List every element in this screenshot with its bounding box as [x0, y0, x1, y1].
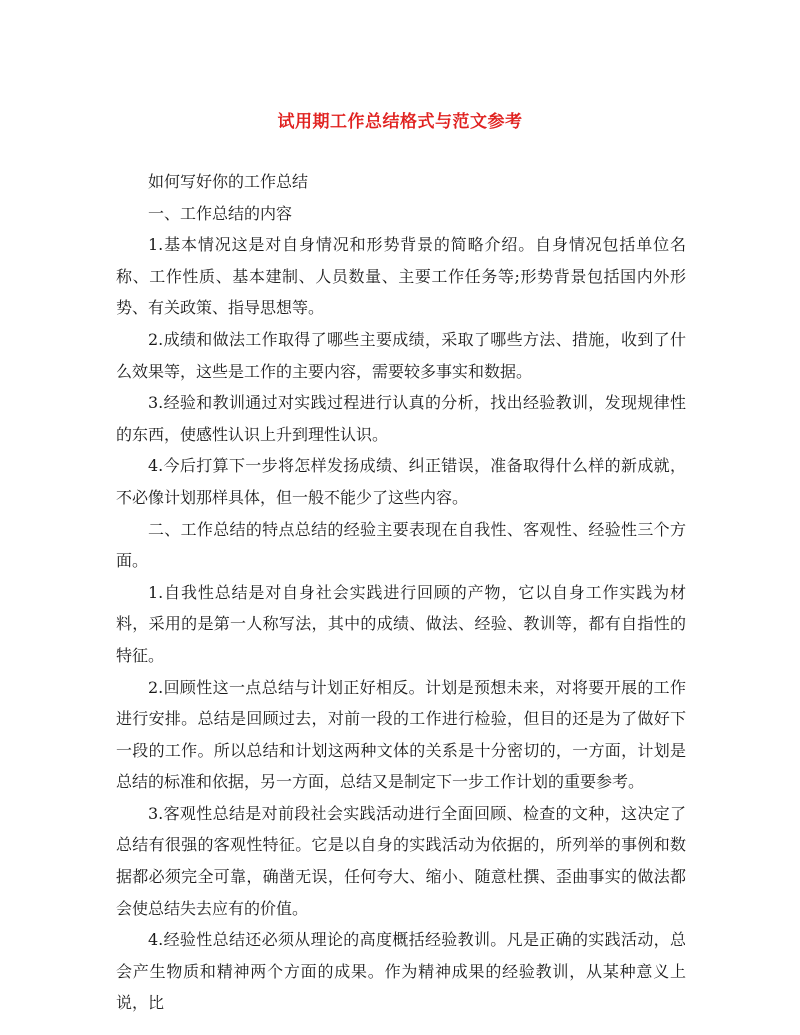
document-title: 试用期工作总结格式与范文参考 — [277, 112, 523, 132]
paragraph-future-plans: 4.今后打算下一步将怎样发扬成绩、纠正错误，准备取得什么样的新成就，不必像计划那样具体，但一般不能少了这些内容。 — [116, 456, 686, 507]
paragraph-experiential: 4.经验性总结还必须从理论的高度概括经验教训。凡是正确的实践活动，总会产生物质和精神两个方面的成果。作为精神成果的经验教训，从某种意义上说，比 — [116, 930, 686, 1013]
section-heading-features: 二、工作总结的特点总结的经验主要表现在自我性、客观性、经验性三个方面。 — [116, 519, 686, 571]
paragraph-self-nature: 1.自我性总结是对自身社会实践进行回顾的产物，它以自身工作实践为材料，采用的是第一人称写法，其中的成绩、做法、经验、教训等，都有自指性的特征。 — [116, 582, 686, 665]
paragraph-basic-situation: 1.基本情况这是对自身情况和形势背景的简略介绍。自身情况包括单位名称、工作性质、基本建制、人员数量、主要工作任务等;形势背景包括国内外形势、有关政策、指导思想等。 — [116, 235, 686, 318]
paragraph-subtitle: 如何写好你的工作总结 — [148, 172, 309, 191]
paragraph-retrospective: 2.回顾性这一点总结与计划正好相反。计划是预想未来，对将要开展的工作进行安排。总结是回顾过去，对前一段的工作进行检验，但目的还是为了做好下一段的工作。所以总结和计划这两种文体的关系是十分密切的，一方面，计划是总结的标准和依据，另一方面，总结又是制定下一步工作计划的重要参考。 — [116, 677, 686, 792]
paragraph-achievements: 2.成绩和做法工作取得了哪些主要成绩，采取了哪些方法、措施，收到了什么效果等，这些是工作的主要内容，需要较多事实和数据。 — [116, 329, 686, 381]
section-heading-content: 一、工作总结的内容 — [148, 203, 293, 223]
paragraph-objectivity: 3.客观性总结是对前段社会实践活动进行全面回顾、检查的文种，这决定了总结有很强的客观性特征。它是以自身的实践活动为依据的，所列举的事例和数据都必须完全可靠，确凿无误，任何夸大、缩小、随意杜撰、歪曲事实的做法都会使总结失去应有的价值。 — [116, 803, 686, 918]
paragraph-experience: 3.经验和教训通过对实践过程进行认真的分析，找出经验教训，发现规律性的东西，使感性认识上升到理性认识。 — [116, 393, 686, 444]
document-body — [116, 166, 686, 1019]
